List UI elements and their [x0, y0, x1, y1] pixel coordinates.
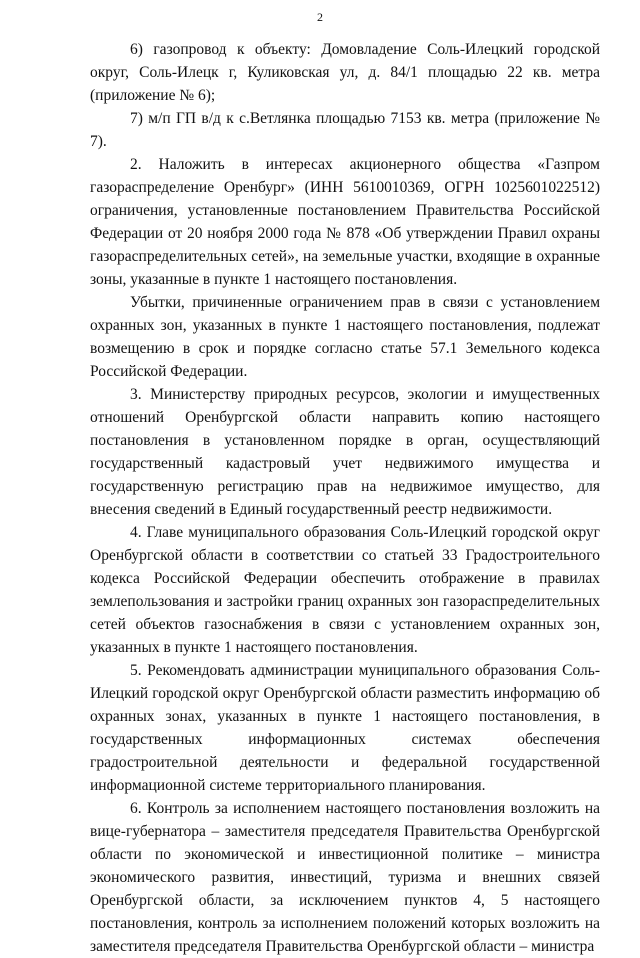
paragraph-clause-4: 4. Главе муниципального образования Соль-Илецкий городской округ Оренбургской области в соответствии со статьей 33 Градостроительного кодекса Российской Федерации обеспечить отображение в правилах землепользования и застройки границ охранных зон газораспределительных сетей объектов газоснабжения в связи с установлением охранных зон, указанных в пункте 1 настоящего постановления.: [90, 524, 600, 656]
paragraph-clause-3: 3. Министерству природных ресурсов, экологии и имущественных отношений Оренбургской области направить копию настоящего постановления в установленном порядке в орган, осуществляющий государственный кадастровый учет недвижимого имущества и государственную регистрацию прав на недвижимое имущество, для внесения сведений в Единый государственный реестр недвижимости.: [90, 386, 600, 518]
page-number: 2: [317, 10, 323, 24]
paragraph-item-7: 7) м/п ГП в/д к с.Ветлянка площадью 7153 кв. метра (приложение № 7).: [90, 110, 600, 150]
paragraph-clause-2: 2. Наложить в интересах акционерного общества «Газпром газораспределение Оренбург» (ИНН 5610010369, ОГРН 1025601022512) ограничения, установленные постановлением Правительства Российской Федерации от 20 ноября 2000 года № 878 «Об утверждении Правил охраны газораспределительных сетей», на земельные участки, входящие в охранные зоны, указанные в пункте 1 настоящего постановления.: [90, 156, 600, 288]
paragraph-losses: Убытки, причиненные ограничением прав в связи с установлением охранных зон, указанных в пункте 1 настоящего постановления, подлежат возмещению в срок и порядке согласно статье 57.1 Земельного кодекса Российской Федерации.: [90, 294, 600, 380]
paragraph-clause-6: 6. Контроль за исполнением настоящего постановления возложить на вице-губернатора – заместителя председателя Правительства Оренбургской области по экономической и инвестиционной политике – министра экономического развития, инвестиций, туризма и внешних связей Оренбургской области, за исключением пунктов 4, 5 настоящего постановления, контроль за исполнением положений которых возложить на заместителя председателя Правительства Оренбургской области – министра: [90, 800, 600, 955]
document-body: [90, 38, 600, 958]
paragraph-clause-5: 5. Рекомендовать администрации муниципального образования Соль-Илецкий городской округ Оренбургской области разместить информацию об охранных зонах, указанных в пункте 1 настоящего постановления, в государственных информационных системах обеспечения градостроительной деятельности и федеральной государственной информационной системе территориального планирования.: [90, 662, 600, 794]
paragraph-item-6: 6) газопровод к объекту: Домовладение Соль-Илецкий городской округ, Соль-Илецк г, Куликовская ул, д. 84/1 площадью 22 кв. метра (приложение № 6);: [90, 41, 600, 104]
